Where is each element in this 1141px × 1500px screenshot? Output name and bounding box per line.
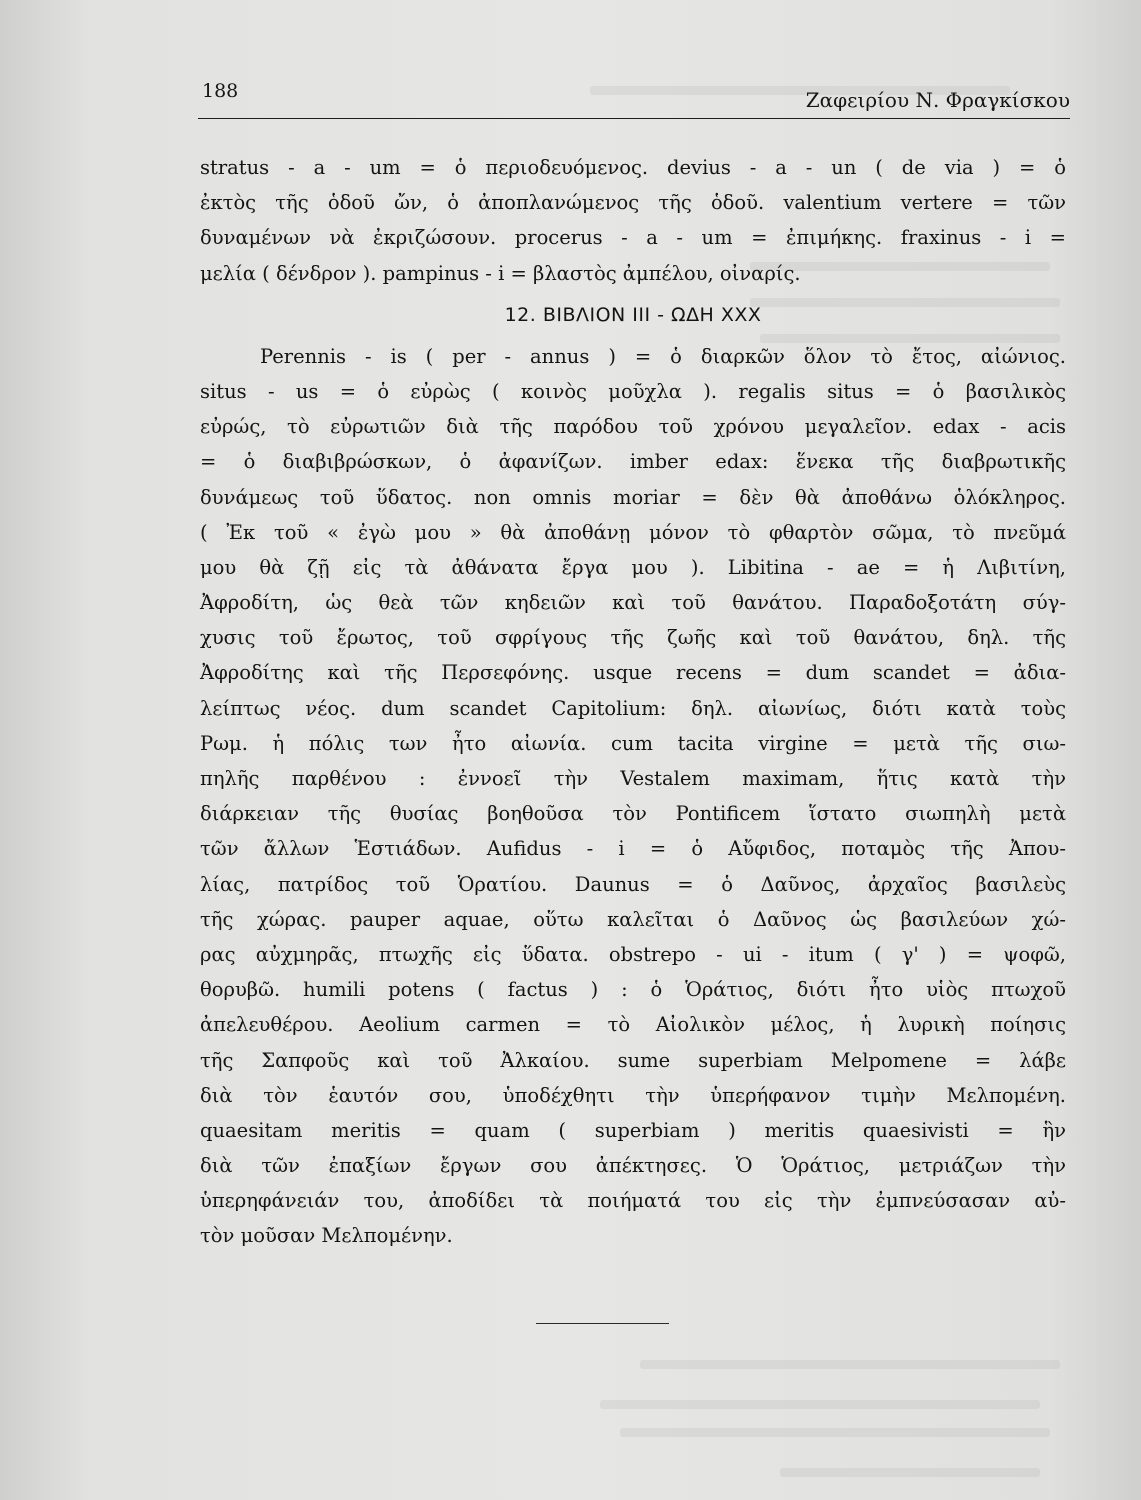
section-heading: 12. ΒΙΒΛΙΟΝ III - ΩΔΗ XXX [504, 303, 762, 326]
page-number: 188 [202, 80, 239, 102]
text-line: τῶν ἄλλων Ἑστιάδων. Aufidus - i = ὁ Αὔφιδος, ποταμὸς τῆς Ἀπου- [200, 837, 1066, 861]
text-line: Perennis - is ( per - annus ) = ὁ διαρκῶν ὅλον τὸ ἔτος, αἰώνιος. [260, 344, 1066, 368]
end-rule [536, 1323, 669, 1324]
text-line: τῆς Σαπφοῦς καὶ τοῦ Ἀλκαίου. sume superbiam Melpomene = λάβε [200, 1048, 1066, 1072]
text-line: λείπτως νέος. dum scandet Capitolium: δηλ. αἰωνίως, διότι κατὰ τοὺς [200, 696, 1066, 720]
text-line: Ἀφροδίτης καὶ τῆς Περσεφόνης. usque recens = dum scandet = ἀδια- [200, 661, 1066, 685]
text-line: μου θὰ ζῇ εἰς τὰ ἀθάνατα ἔργα μου ). Libitina - ae = ἡ Λιβιτίνη, [200, 555, 1066, 579]
text-line: μελία ( δένδρον ). pampinus - i = βλαστὸς ἀμπέλου, οἰναρίς. [200, 261, 801, 285]
text-line: ρας αὐχμηρᾶς, πτωχῆς εἰς ὕδατα. obstrepo - ui - itum ( γ' ) = ψοφῶ, [200, 942, 1066, 966]
text-line: Ρωμ. ἡ πόλις των ἦτο αἰωνία. cum tacita virgine = μετὰ τῆς σιω- [200, 731, 1066, 755]
text-line: ἐκτὸς τῆς ὁδοῦ ὤν, ὁ ἀποπλανώμενος τῆς ὁδοῦ. valentium vertere = τῶν [200, 191, 1066, 215]
text-line: quaesitam meritis = quam ( superbiam ) meritis quaesivisti = ἣν [200, 1118, 1066, 1142]
text-line: τὸν μοῦσαν Μελπομένην. [200, 1224, 453, 1248]
text-line: ( Ἐκ τοῦ « ἐγὼ μου » θὰ ἀποθάνῃ μόνον τὸ φθαρτὸν σῶμα, τὸ πνεῦμά [200, 520, 1066, 544]
text-line: = ὁ διαβιβρώσκων, ὁ ἀφανίζων. imber edax: ἕνεκα τῆς διαβρωτικῆς [200, 450, 1066, 474]
text-line: δυναμένων νὰ ἐκριζώσουν. procerus - a - um = ἐπιμήκης. fraxinus - i = [200, 226, 1066, 250]
text-line: θορυβῶ. humili potens ( factus ) : ὁ Ὁράτιος, διότι ἦτο υἱὸς πτωχοῦ [200, 978, 1066, 1002]
text-line: stratus - a - um = ὁ περιοδευόμενος. devius - a - un ( de via ) = ὁ [200, 156, 1066, 179]
text-line: εὐρώς, τὸ εὐρωτιῶν διὰ τῆς παρόδου τοῦ χρόνου μεγαλεῖον. edax - acis [200, 415, 1066, 439]
text-line: διὰ τῶν ἐπαξίων ἔργων σου ἀπέκτησες. Ὁ Ὁράτιος, μετριάζων τὴν [200, 1154, 1066, 1178]
text-line: Ἀφροδίτη, ὡς θεὰ τῶν κηδειῶν καὶ τοῦ θανάτου. Παραδοξοτάτη σύγ- [200, 591, 1066, 615]
text-line: ἀπελευθέρου. Aeolium carmen = τὸ Αἰολικὸν μέλος, ἡ λυρικὴ ποίησις [200, 1013, 1066, 1037]
text-line: λίας, πατρίδος τοῦ Ὁρατίου. Daunus = ὁ Δαῦνος, ἀρχαῖος βασιλεὺς [200, 872, 1066, 896]
page-header [202, 80, 1070, 114]
text-line: δυνάμεως τοῦ ὕδατος. non omnis moriar = δὲν θὰ ἀποθάνω ὁλόκληρος. [200, 485, 1066, 509]
text-line: τῆς χώρας. pauper aquae, οὕτω καλεῖται ὁ Δαῦνος ὡς βασιλεύων χώ- [200, 907, 1066, 931]
body-text [200, 150, 1066, 1254]
text-line: χυσις τοῦ ἔρωτος, τοῦ σφρίγους τῆς ζωῆς καὶ τοῦ θανάτου, δηλ. τῆς [200, 626, 1066, 650]
text-line: διὰ τὸν ἑαυτόν σου, ὑποδέχθητι τὴν ὑπερήφανον τιμὴν Μελπομένη. [200, 1083, 1066, 1107]
header-rule [198, 118, 1070, 119]
text-line: διάρκειαν τῆς θυσίας βοηθοῦσα τὸν Pontificem ἵστατο σιωπηλὴ μετὰ [200, 802, 1066, 826]
text-line: ὑπερηφάνειάν του, ἀποδίδει τὰ ποιήματά του εἰς τὴν ἐμπνεύσασαν αὐ- [200, 1189, 1066, 1213]
text-line: πηλῆς παρθένου : ἐννοεῖ τὴν Vestalem maximam, ἥτις κατὰ τὴν [200, 767, 1066, 790]
text-line: situs - us = ὁ εὐρὼς ( κοινὸς μοῦχλα ). regalis situs = ὁ βασιλικὸς [200, 379, 1066, 403]
running-head: Ζαφειρίου Ν. Φραγκίσκου [805, 88, 1070, 112]
